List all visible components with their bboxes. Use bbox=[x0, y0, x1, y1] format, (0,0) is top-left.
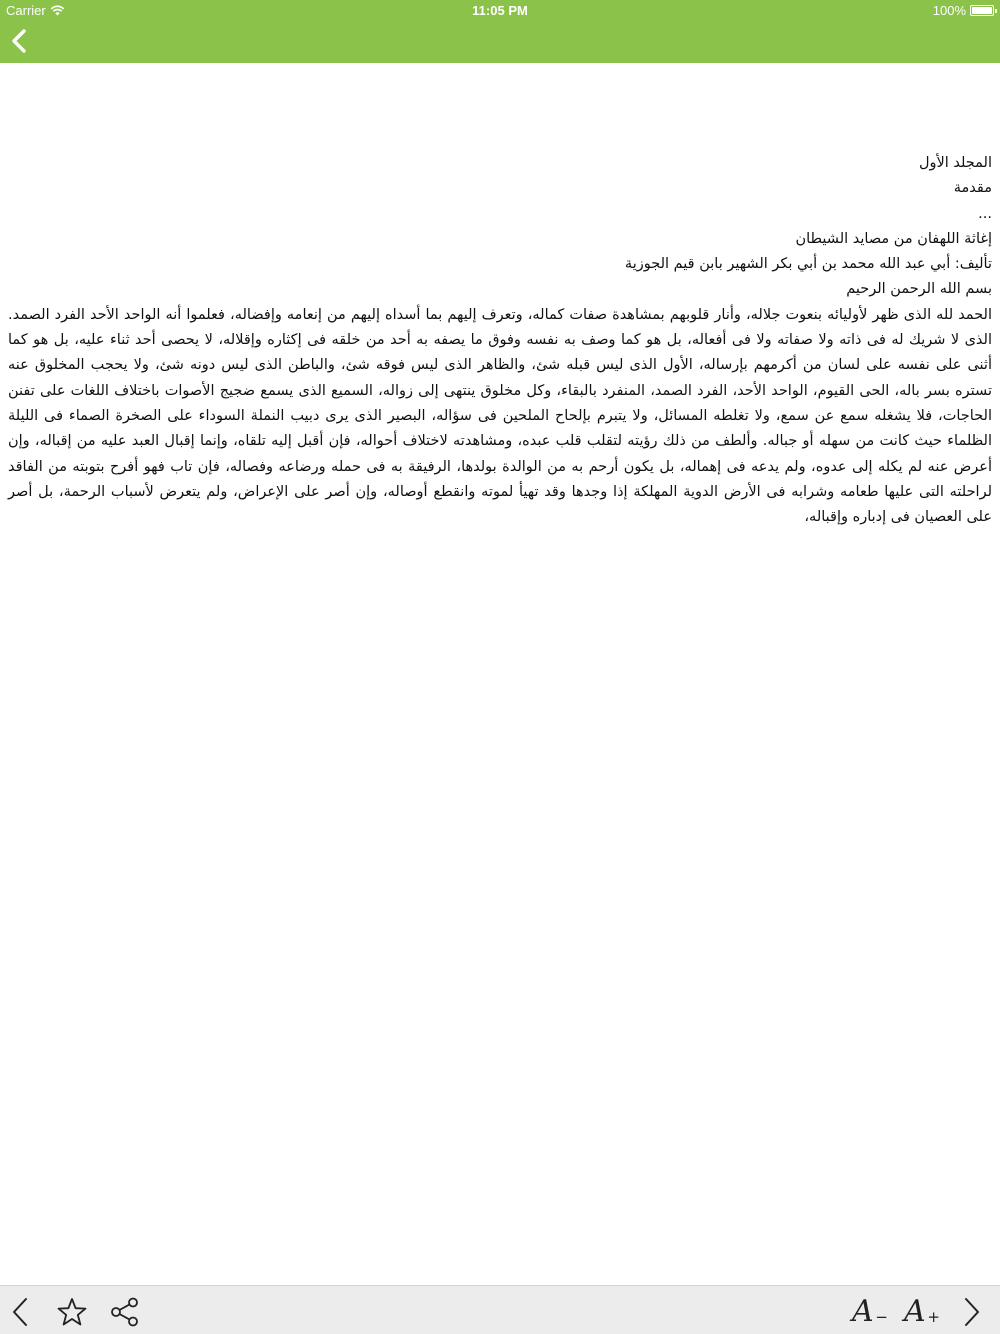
battery-indicator bbox=[933, 3, 994, 18]
previous-page-button[interactable] bbox=[4, 1296, 38, 1328]
section-title: مقدمة bbox=[953, 180, 992, 197]
reader-content[interactable] bbox=[0, 63, 1000, 1285]
battery-fill bbox=[972, 7, 992, 14]
bottom-toolbar bbox=[0, 1285, 1000, 1334]
chevron-left-icon bbox=[8, 28, 30, 54]
next-page-button[interactable] bbox=[955, 1296, 989, 1328]
volume-title: المجلد الأول bbox=[918, 155, 992, 171]
book-title: إغاثة اللهفان من مصايد الشيطان bbox=[795, 230, 992, 247]
status-bar bbox=[0, 0, 1000, 22]
minus-sign: − bbox=[875, 1308, 888, 1326]
font-size-letter: A bbox=[904, 1294, 926, 1329]
top-bar bbox=[0, 0, 1000, 63]
star-icon bbox=[55, 1296, 89, 1328]
favorite-button[interactable] bbox=[55, 1296, 89, 1328]
share-button[interactable] bbox=[108, 1296, 142, 1328]
increase-font-button[interactable] bbox=[902, 1294, 942, 1330]
status-time: 11:05 PM bbox=[472, 3, 528, 18]
battery-percent: 100% bbox=[932, 3, 966, 18]
chevron-left-icon bbox=[4, 1296, 38, 1328]
ellipsis-line: ... bbox=[978, 205, 992, 222]
author-line: تأليف: أبي عبد الله محمد بن أبي بكر الشهير بابن قيم الجوزية bbox=[624, 256, 992, 273]
basmala-line: بسم الله الرحمن الرحيم bbox=[846, 281, 992, 298]
body-paragraph: الحمد لله الذى ظهر لأوليائه بنعوت جلاله، وأنار قلوبهم بمشاهدة صفات كماله، وتعرف إليهم بما أسداه إليهم من إنعامه وإفضاله، فعلموا أنه الواحد الأحد الفرد الصمد. الذى لا شريك له فى ذاته ولا صفاته ولا فى أفعاله، بل هو كما وصف به نفسه وفوق ما يصفه به أحد من خلقه فى إكثاره وإقلاله، لا يحصى أحد ثناء عليه، بل هو كما أثنى على نفسه على لسان من أكرمهم بإرساله، الأول الذى ليس قبله شئ، والظاهر الذى ليس فوقه شئ، والباطن الذى ليس دونه شئ، ولا يحجب المخلوق عنه تستره بسر باله، الحى القيوم، الواحد الأحد، الفرد الصمد، المنفرد بالبقاء، وكل مخلوق ينتهى إلى زواله، السميع الذى يسمع ضجيج الأصوات باختلاف اللغات على تفنن الحاجات، فلا يشغله سمع عن سمع، ولا تغلطه المسائل، ولا يتبرم بإلحاح الملحين فى سؤاله، البصير الذى يرى دبيب النملة السوداء على الصخرة الصماء فى الليلة الظلماء حيث كانت من سهله أو جباله. وألطف من ذلك رؤيته لتقلب قلب عبده، ومشاهدته لاختلاف أحواله، فإن أقبل إليه تلقاه، وإنما إقبال العبد عليه من إقباله، وإن أعرض عنه لم يكله إلى عدوه، ولم يدعه فى إهماله، بل يكون أرحم به من الوالدة بولدها، الرفيقة به فى حمله ورضاعه وفصاله، فإن تاب فهو أفرح بتوبته من الفاقد لراحلته التى عليها طعامه وشرابه فى الأرض الدوية المهلكة إذا وجدها وقد تهيأ لموته وانقطع أوصاله، وإن أصر على الإعراض، ولم يتعرض لأسباب الرحمة، بل أصر على العصيان فى إدباره وإقباله، bbox=[8, 306, 992, 526]
chevron-right-icon bbox=[955, 1296, 989, 1328]
back-button[interactable] bbox=[8, 28, 30, 54]
carrier-label: Carrier bbox=[6, 3, 46, 18]
article-text bbox=[8, 151, 992, 530]
decrease-font-button[interactable] bbox=[850, 1294, 890, 1330]
share-icon bbox=[108, 1296, 142, 1328]
battery-icon bbox=[970, 5, 994, 16]
plus-sign: + bbox=[927, 1308, 940, 1326]
font-size-letter: A bbox=[852, 1294, 874, 1329]
